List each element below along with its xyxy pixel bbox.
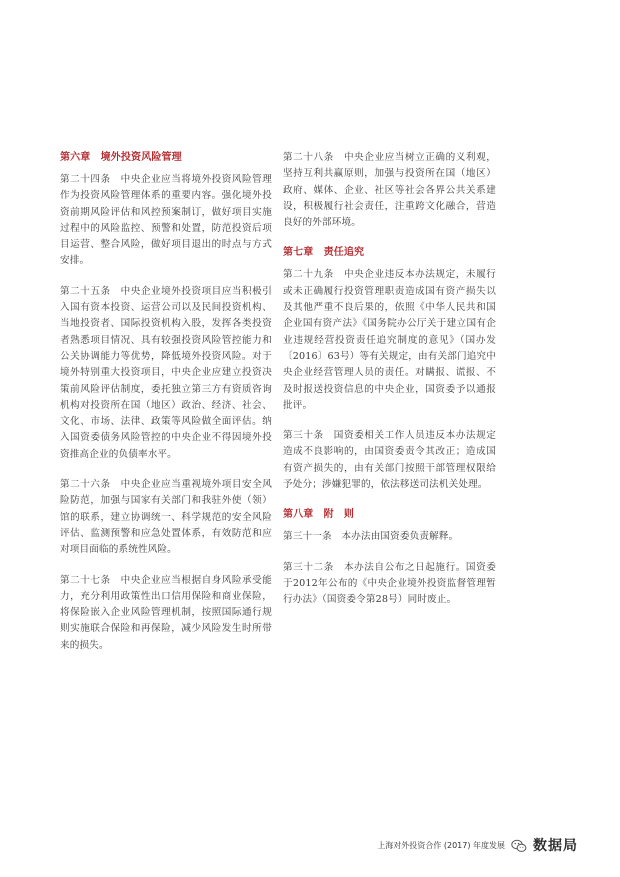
right-column xyxy=(283,150,496,623)
article-28: 第二十八条 中央企业应当树立正确的义利观，坚持互利共赢原则，加强与投资所在国（地区）政府、媒体、企业、社区等社会各界公共关系建设，积极履行社会责任，注重跨文化融合，营造良好的外部环境。 xyxy=(283,152,496,229)
wechat-icon xyxy=(511,838,527,852)
chapter-8-title: 第八章 附 则 xyxy=(283,509,355,521)
article-25: 第二十五条 中央企业境外投资项目应当积极引入国有资本投资、运营公司以及民间投资机构、当地投资者、国际投资机构入股，发挥各类投资者熟悉项目情况、具有较强投资风险管控能力和公关协调能力等优势，降低境外投资风险。对于境外特别重大投资项目，中央企业应建立投资决策前风险评估制度，委托独立第三方有资质咨询机构对投资所在国（地区）政治、经济、社会、文化、市场、法律、政策等风险做全面评估。纳入国资委债务风险管控的中央企业不得因境外投资推高企业的负债率水平。 xyxy=(60,285,272,460)
chapter-7-title: 第七章 责任追究 xyxy=(283,247,365,259)
report-title: 上海对外投资合作 (2017) 年度发展 xyxy=(377,840,505,850)
article-26: 第二十六条 中央企业应当重视境外项目安全风险防范，加强与国家有关部门和我驻外使（领）馆的联系，建立协调统一、科学规范的安全风险评估、监测预警和应急处置体系，有效防范和应对项目面临的系统性风险。 xyxy=(60,479,272,556)
article-31: 第三十一条 本办法由国资委负责解释。 xyxy=(283,531,459,543)
article-27: 第二十七条 中央企业应当根据自身风险承受能力，充分利用政策性出口信用保险和商业保险，将保险嵌入企业风险管理机制，按照国际通行规则实施联合保险和再保险，减少风险发生时所带来的损失。 xyxy=(60,574,272,651)
article-32: 第三十二条 本办法自公布之日起施行。国资委于2012年公布的《中央企业境外投资监督管理暂行办法》（国资委令第28号）同时废止。 xyxy=(283,561,496,606)
watermark-text: 数据局 xyxy=(533,838,578,854)
chapter-6-title: 第六章 境外投资风险管理 xyxy=(60,152,182,163)
article-30: 第三十条 国资委相关工作人员违反本办法规定造成不良影响的，由国资委责令其改正；造成国有资产损失的，由有关部门按照干部管理权限给予处分；涉嫌犯罪的，依法移送司法机关处理。 xyxy=(283,430,496,491)
page-footer xyxy=(377,835,578,855)
article-24: 第二十四条 中央企业应当将境外投资风险管理作为投资风险管理体系的重要内容。强化境外投资前期风险评估和风控预案制订，做好项目实施过程中的风险监控、预警和处置，防范投资后项目运营、整合风险，做好项目退出的时点与方式安排。 xyxy=(60,174,272,267)
article-29: 第二十九条 中央企业违反本办法规定，未履行或未正确履行投资管理职责造成国有资产损失以及其他严重不良后果的，依照《中华人民共和国企业国有资产法》《国务院办公厅关于建立国有企业违规经营投资责任追究制度的意见》（国办发〔2016〕63号）等有关规定，由有关部门追究中央企业经营管理人员的责任。对瞒报、谎报、不及时报送投资信息的中央企业，国资委予以通报批评。 xyxy=(283,269,496,411)
left-column xyxy=(60,150,272,668)
